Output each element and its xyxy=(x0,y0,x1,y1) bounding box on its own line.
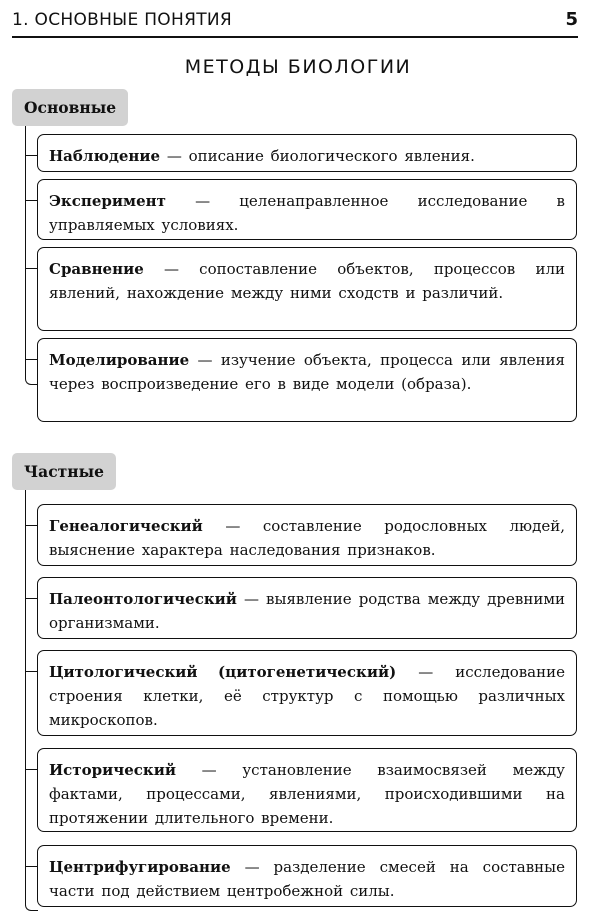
method-card-historical xyxy=(37,748,577,832)
method-card-modeling xyxy=(37,338,577,422)
method-card-cytological xyxy=(37,650,577,736)
method-card-experiment xyxy=(37,179,577,240)
method-definition: — составление родословных людей, выяснение характера наследования признаков. xyxy=(49,517,565,559)
method-term: Цитологический (цитогенетический) xyxy=(49,663,397,681)
method-definition: — разделение смесей на составные части под действием центробежной силы. xyxy=(49,858,565,900)
method-definition: — изучение объекта, процесса или явления через воспроизведение его в виде модели (образа). xyxy=(49,351,565,393)
method-definition: — описание биологического явления. xyxy=(160,147,475,165)
method-term: Сравнение xyxy=(49,260,144,278)
method-card-centrifugation xyxy=(37,845,577,907)
method-definition: — выявление родства между древними организмами. xyxy=(49,590,565,632)
method-term: Центрифугирование xyxy=(49,858,231,876)
method-term: Моделирование xyxy=(49,351,190,369)
method-definition: — установление взаимосвязей между фактами, процессами, явлениями, происходившими на протяжении длительного времени. xyxy=(49,761,565,827)
section-label-specific: Частные xyxy=(12,453,116,490)
method-definition: — целенаправленное исследование в управляемых условиях. xyxy=(49,192,565,234)
method-card-observation xyxy=(37,134,577,172)
page-header xyxy=(12,6,578,38)
chapter-title: 1. ОСНОВНЫЕ ПОНЯТИЯ xyxy=(12,10,233,30)
method-definition: — сопоставление объектов, процессов или явлений, нахождение между ними сходств и различий. xyxy=(49,260,565,302)
method-term: Исторический xyxy=(49,761,176,779)
method-card-paleontological xyxy=(37,577,577,639)
section-label-basic: Основные xyxy=(12,89,128,126)
method-term: Наблюдение xyxy=(49,147,161,165)
page-number: 5 xyxy=(565,9,578,30)
method-definition: — исследование строения клетки, её структур с помощью различных микроскопов. xyxy=(49,663,565,729)
method-term: Эксперимент xyxy=(49,192,166,210)
method-term: Палеонтологический xyxy=(49,590,237,608)
page-title: МЕТОДЫ БИОЛОГИИ xyxy=(184,56,412,78)
method-card-comparison xyxy=(37,247,577,331)
method-term: Генеалогический xyxy=(49,517,203,535)
method-card-genealogical xyxy=(37,504,577,566)
